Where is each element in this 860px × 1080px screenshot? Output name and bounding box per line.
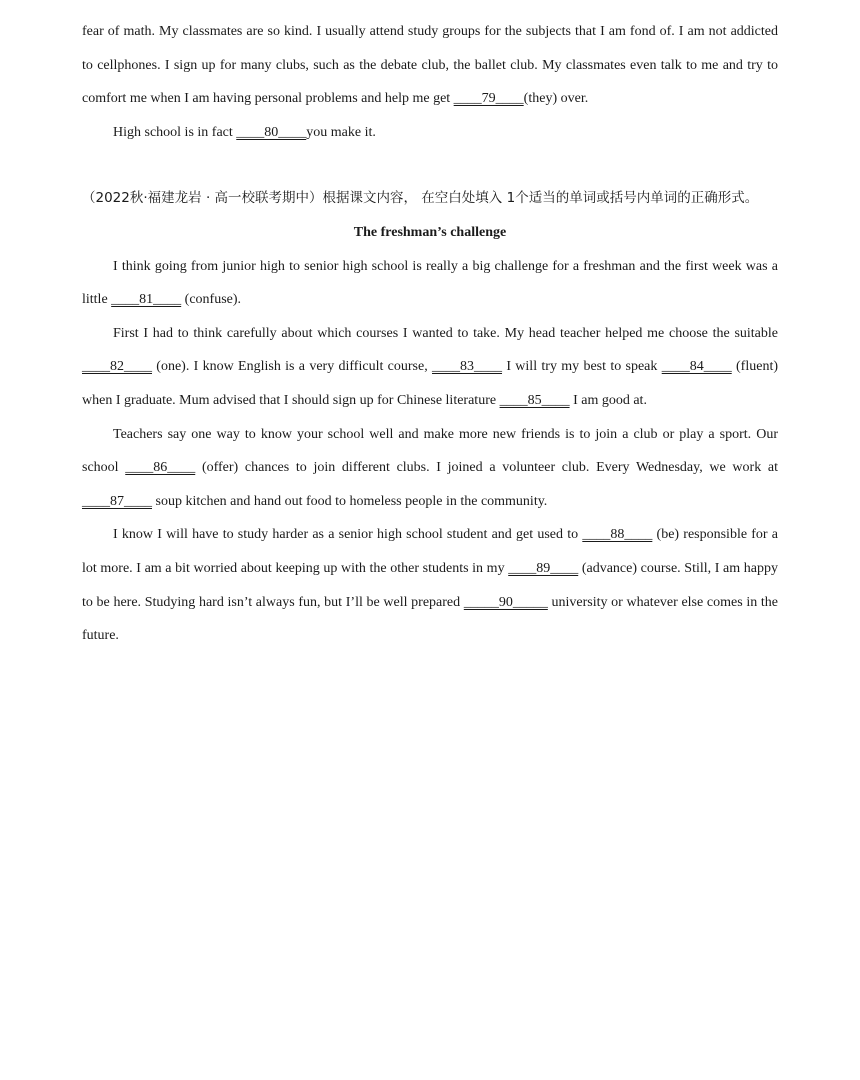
blank-79: ____79____ <box>453 91 524 107</box>
source-instruction: （2022秋·福建龙岩 · 高一校联考期中）根据课文内容， 在空白处填入 1个适当的单词或括号内单词的正确形式。 <box>82 190 759 207</box>
prev-p1-text-2: (they) over. <box>523 91 589 107</box>
p2-text-5: I am good at. <box>569 392 647 408</box>
p2-text-2: (one). I know English is a very difficult course, <box>152 359 433 375</box>
prev-passage-paragraph-1 <box>82 15 778 116</box>
p4-text-3: (advance) course. Still, I am happy to be here. Studying hard isn’t always fun, but I’ll be well prepared <box>82 560 778 610</box>
blank-90: _____90_____ <box>463 594 548 610</box>
p2-text-1: First I had to think carefully about which courses I wanted to take. My head teacher helped me choose the suitable <box>113 325 778 341</box>
blank-85: ____85____ <box>499 392 570 408</box>
blank-86: ____86____ <box>125 460 196 476</box>
passage-paragraph-3 <box>82 418 778 519</box>
blank-82: ____82____ <box>82 359 152 375</box>
prev-p2-text-2: you make it. <box>306 124 376 140</box>
p3-text-1: Teachers say one way to know your school well and make more new friends is to join a club or play a sport. Our school <box>82 426 778 476</box>
prev-p1-text-1: fear of math. My classmates are so kind. I usually attend study groups for the subjects that I am fond of. I am not addicted to cellphones. I sign up for many clubs, such as the debate club, the ballet club. My classmates even talk to me and try to comfort me when I am having personal problems and help me get <box>82 24 778 107</box>
passage-paragraph-1 <box>82 250 778 317</box>
prev-passage-paragraph-2 <box>82 116 778 150</box>
p2-text-3: I will try my best to speak <box>502 359 662 375</box>
blank-80: ____80____ <box>236 124 307 140</box>
passage-paragraph-2 <box>82 317 778 418</box>
p1-text-1: I think going from junior high to senior high school is really a big challenge for a freshman and the first week was a little <box>82 258 778 308</box>
document-page <box>82 15 778 653</box>
p1-text-2: (confuse). <box>181 292 242 308</box>
blank-84: ____84____ <box>661 359 732 375</box>
prev-p2-text-1: High school is in fact <box>113 124 237 140</box>
blank-88: ____88____ <box>582 527 653 543</box>
blank-81: ____81____ <box>111 292 182 308</box>
blank-83: ____83____ <box>432 359 503 375</box>
blank-89: ____89____ <box>508 560 579 576</box>
p4-text-4: university or whatever else comes in the future. <box>82 594 778 644</box>
passage-paragraph-4 <box>82 518 778 652</box>
p2-text-4: (fluent) when I graduate. Mum advised that I should sign up for Chinese literature <box>82 359 778 408</box>
p3-text-2: (offer) chances to join different clubs. I joined a volunteer club. Every Wednesday, we work at <box>195 460 778 476</box>
section-spacer <box>82 149 778 182</box>
passage-title: The freshman’s challenge <box>353 224 507 240</box>
p4-text-1: I know I will have to study harder as a senior high school student and get used to <box>113 527 583 543</box>
blank-87: ____87____ <box>82 493 152 509</box>
p3-text-3: soup kitchen and hand out food to homeless people in the community. <box>152 493 548 509</box>
p4-text-2: (be) responsible for a lot more. I am a bit worried about keeping up with the other students in my <box>82 527 779 576</box>
